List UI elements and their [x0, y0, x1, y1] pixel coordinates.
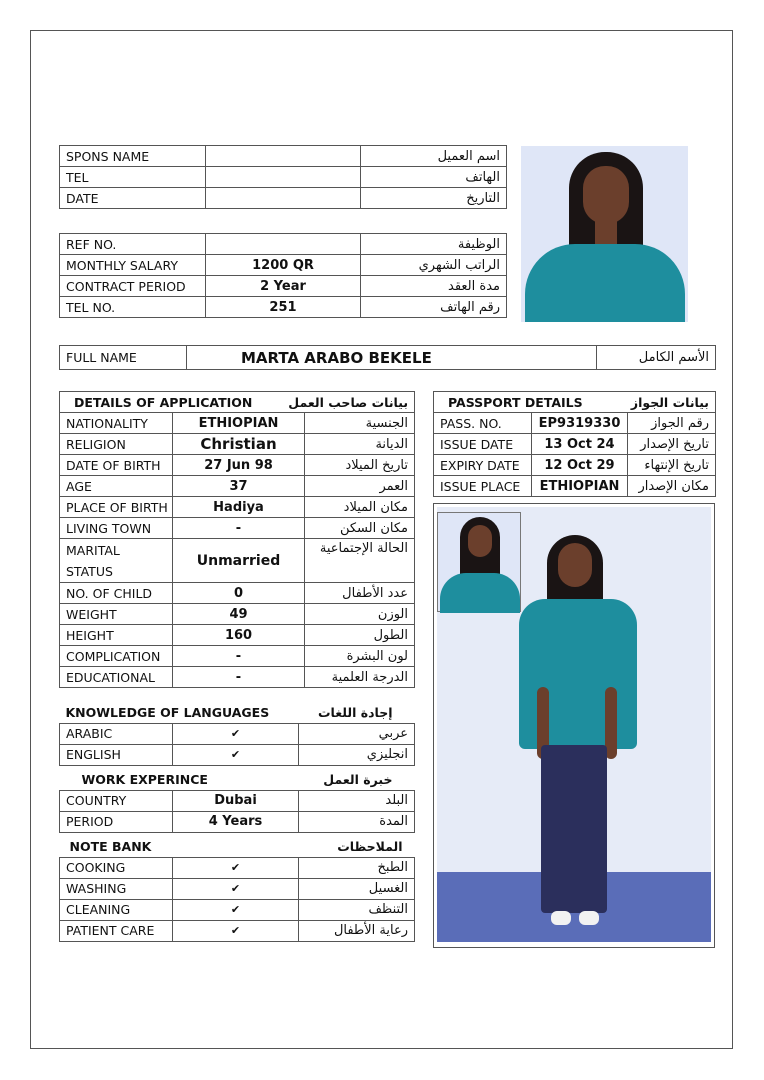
- check-icon: ✔: [173, 723, 299, 744]
- experience-title-en: WORK EXPERINCE: [81, 771, 208, 787]
- application-title-ar: بيانات صاحب العمل: [305, 392, 415, 413]
- label-ar: الوظيفة: [361, 234, 507, 255]
- label-ar: رعاية الأطفال: [299, 920, 415, 941]
- application-table: [59, 391, 415, 688]
- table-row: [60, 899, 415, 920]
- value: Christian: [173, 434, 305, 455]
- label-ar: الدرجة العلمية: [305, 667, 415, 688]
- label-ar: تاريخ الإنتهاء: [628, 455, 716, 476]
- label-ar: الغسيل: [299, 878, 415, 899]
- table-row: [434, 434, 716, 455]
- table-row: [60, 234, 507, 255]
- value: 27 Jun 98: [173, 455, 305, 476]
- label-en: WEIGHT: [60, 604, 173, 625]
- label-ar: الوزن: [305, 604, 415, 625]
- table-row: [60, 188, 507, 209]
- value: Dubai: [173, 790, 299, 811]
- sponsor-table: [59, 145, 507, 209]
- label-en: ISSUE PLACE: [434, 476, 532, 497]
- table-row: [60, 811, 415, 832]
- languages-title-ar: إجادة اللغات: [317, 704, 393, 720]
- label-ar: الطبخ: [299, 857, 415, 878]
- label-ar: الحالة الإجتماعية: [305, 539, 415, 583]
- value: ETHIOPIAN: [532, 476, 628, 497]
- value: ETHIOPIAN: [173, 413, 305, 434]
- label-ar: التاريخ: [361, 188, 507, 209]
- label-ar: الهاتف: [361, 167, 507, 188]
- full-name-value: MARTA ARABO BEKELE: [187, 346, 597, 370]
- section-header: [434, 392, 716, 413]
- label-en: CONTRACT PERIOD: [60, 276, 206, 297]
- table-row: [60, 297, 507, 318]
- shoe-shape: [551, 911, 571, 925]
- label-ar: رقم الهاتف: [361, 297, 507, 318]
- label-en: DATE OF BIRTH: [60, 455, 173, 476]
- value: -: [173, 667, 305, 688]
- table-row: [60, 276, 507, 297]
- table-row: [60, 476, 415, 497]
- label-en: COMPLICATION: [60, 646, 173, 667]
- label-ar: انجليزي: [299, 744, 415, 765]
- passport-table: [433, 391, 716, 497]
- value: 13 Oct 24: [532, 434, 628, 455]
- table-row: [60, 744, 415, 765]
- table-row: [60, 346, 716, 370]
- label-en: PERIOD: [60, 811, 173, 832]
- passport-title-ar: بيانات الجواز: [628, 392, 716, 413]
- languages-table: [59, 702, 415, 766]
- notes-title-en: NOTE BANK: [69, 838, 152, 854]
- label-en: PLACE OF BIRTH: [60, 497, 173, 518]
- label-en: MARITAL STATUS: [60, 539, 173, 583]
- value: [206, 188, 361, 209]
- value: 49: [173, 604, 305, 625]
- section-header: [60, 769, 415, 790]
- table-row: [60, 667, 415, 688]
- contract-table: [59, 233, 507, 318]
- full-name-table: [59, 345, 716, 370]
- passport-title-en: PASSPORT DETAILS: [434, 392, 628, 413]
- label-ar: رقم الجواز: [628, 413, 716, 434]
- table-row: [60, 255, 507, 276]
- section-header: [60, 392, 415, 413]
- table-row: [60, 455, 415, 476]
- label-en: DATE: [60, 188, 206, 209]
- table-row: [434, 476, 716, 497]
- notes-title-ar: الملاحظات: [337, 838, 403, 854]
- check-icon: ✔: [173, 878, 299, 899]
- label-en: NO. OF CHILD: [60, 583, 173, 604]
- value: 2 Year: [206, 276, 361, 297]
- label-en: TEL: [60, 167, 206, 188]
- label-ar: الراتب الشهري: [361, 255, 507, 276]
- face-shape: [558, 543, 592, 587]
- label-en: SPONS NAME: [60, 146, 206, 167]
- check-icon: ✔: [173, 744, 299, 765]
- value: 37: [173, 476, 305, 497]
- label-ar: اسم العميل: [361, 146, 507, 167]
- table-row: [60, 625, 415, 646]
- value: [206, 167, 361, 188]
- value: [206, 234, 361, 255]
- table-row: [60, 920, 415, 941]
- label-ar: تاريخ الميلاد: [305, 455, 415, 476]
- check-icon: ✔: [173, 920, 299, 941]
- value: -: [173, 518, 305, 539]
- table-row: [60, 857, 415, 878]
- notes-table: [59, 836, 415, 942]
- value: 4 Years: [173, 811, 299, 832]
- table-row: [60, 167, 507, 188]
- face-shape: [583, 166, 629, 224]
- label-en: RELIGION: [60, 434, 173, 455]
- label-ar: مكان الميلاد: [305, 497, 415, 518]
- check-icon: ✔: [173, 899, 299, 920]
- label-en: PATIENT CARE: [60, 920, 173, 941]
- label-en: TEL NO.: [60, 297, 206, 318]
- value: [206, 146, 361, 167]
- table-row: [60, 790, 415, 811]
- table-row: [60, 497, 415, 518]
- neck-shape: [595, 220, 617, 244]
- label-en: EXPIRY DATE: [434, 455, 532, 476]
- full-name-label-en: FULL NAME: [60, 346, 187, 370]
- label-en: ARABIC: [60, 723, 173, 744]
- table-row: [60, 434, 415, 455]
- table-row: [60, 583, 415, 604]
- label-ar: لون البشرة: [305, 646, 415, 667]
- table-row: [60, 146, 507, 167]
- label-ar: مدة العقد: [361, 276, 507, 297]
- application-title-en: DETAILS OF APPLICATION: [60, 392, 305, 413]
- label-en: AGE: [60, 476, 173, 497]
- section-header: [60, 702, 415, 723]
- label-en: PASS. NO.: [434, 413, 532, 434]
- label-ar: عدد الأطفال: [305, 583, 415, 604]
- label-ar: الطول: [305, 625, 415, 646]
- table-row: [60, 878, 415, 899]
- value: -: [173, 646, 305, 667]
- table-row: [60, 604, 415, 625]
- table-row: [60, 518, 415, 539]
- table-row: [434, 455, 716, 476]
- face-shape: [468, 525, 492, 557]
- languages-title-en: KNOWLEDGE OF LANGUAGES: [65, 704, 270, 720]
- label-en: NATIONALITY: [60, 413, 173, 434]
- value: 1200 QR: [206, 255, 361, 276]
- jeans-shape: [541, 745, 607, 913]
- label-ar: مكان السكن: [305, 518, 415, 539]
- value: 12 Oct 29: [532, 455, 628, 476]
- shirt-shape: [440, 573, 520, 613]
- inset-portrait: [437, 512, 521, 612]
- experience-table: [59, 769, 415, 833]
- label-en: REF NO.: [60, 234, 206, 255]
- label-en: HEIGHT: [60, 625, 173, 646]
- label-en: LIVING TOWN: [60, 518, 173, 539]
- value: Unmarried: [173, 539, 305, 583]
- label-ar: عربي: [299, 723, 415, 744]
- label-en: COOKING: [60, 857, 173, 878]
- label-ar: الجنسية: [305, 413, 415, 434]
- full-name-label-ar: الأسم الكامل: [597, 346, 716, 370]
- table-row: [434, 413, 716, 434]
- label-ar: البلد: [299, 790, 415, 811]
- label-en: ISSUE DATE: [434, 434, 532, 455]
- label-ar: مكان الإصدار: [628, 476, 716, 497]
- label-ar: المدة: [299, 811, 415, 832]
- label-ar: الديانة: [305, 434, 415, 455]
- label-en: EDUCATIONAL: [60, 667, 173, 688]
- label-en: WASHING: [60, 878, 173, 899]
- label-ar: تاريخ الإصدار: [628, 434, 716, 455]
- value: 160: [173, 625, 305, 646]
- label-ar: العمر: [305, 476, 415, 497]
- label-en: MONTHLY SALARY: [60, 255, 206, 276]
- table-row: [60, 646, 415, 667]
- section-header: [60, 836, 415, 857]
- cv-page: [30, 30, 733, 1049]
- value: 251: [206, 297, 361, 318]
- table-row: [60, 723, 415, 744]
- table-row: [60, 539, 415, 583]
- value: EP9319330: [532, 413, 628, 434]
- label-ar: التنظف: [299, 899, 415, 920]
- table-row: [60, 413, 415, 434]
- portrait-photo: [521, 146, 688, 322]
- label-en: CLEANING: [60, 899, 173, 920]
- label-en: COUNTRY: [60, 790, 173, 811]
- experience-title-ar: خبرة العمل: [323, 771, 393, 787]
- shoe-shape: [579, 911, 599, 925]
- label-en: ENGLISH: [60, 744, 173, 765]
- full-body-photo: [437, 507, 711, 942]
- check-icon: ✔: [173, 857, 299, 878]
- value: 0: [173, 583, 305, 604]
- value: Hadiya: [173, 497, 305, 518]
- full-body-photo-frame: [433, 503, 715, 948]
- shirt-shape: [525, 244, 685, 322]
